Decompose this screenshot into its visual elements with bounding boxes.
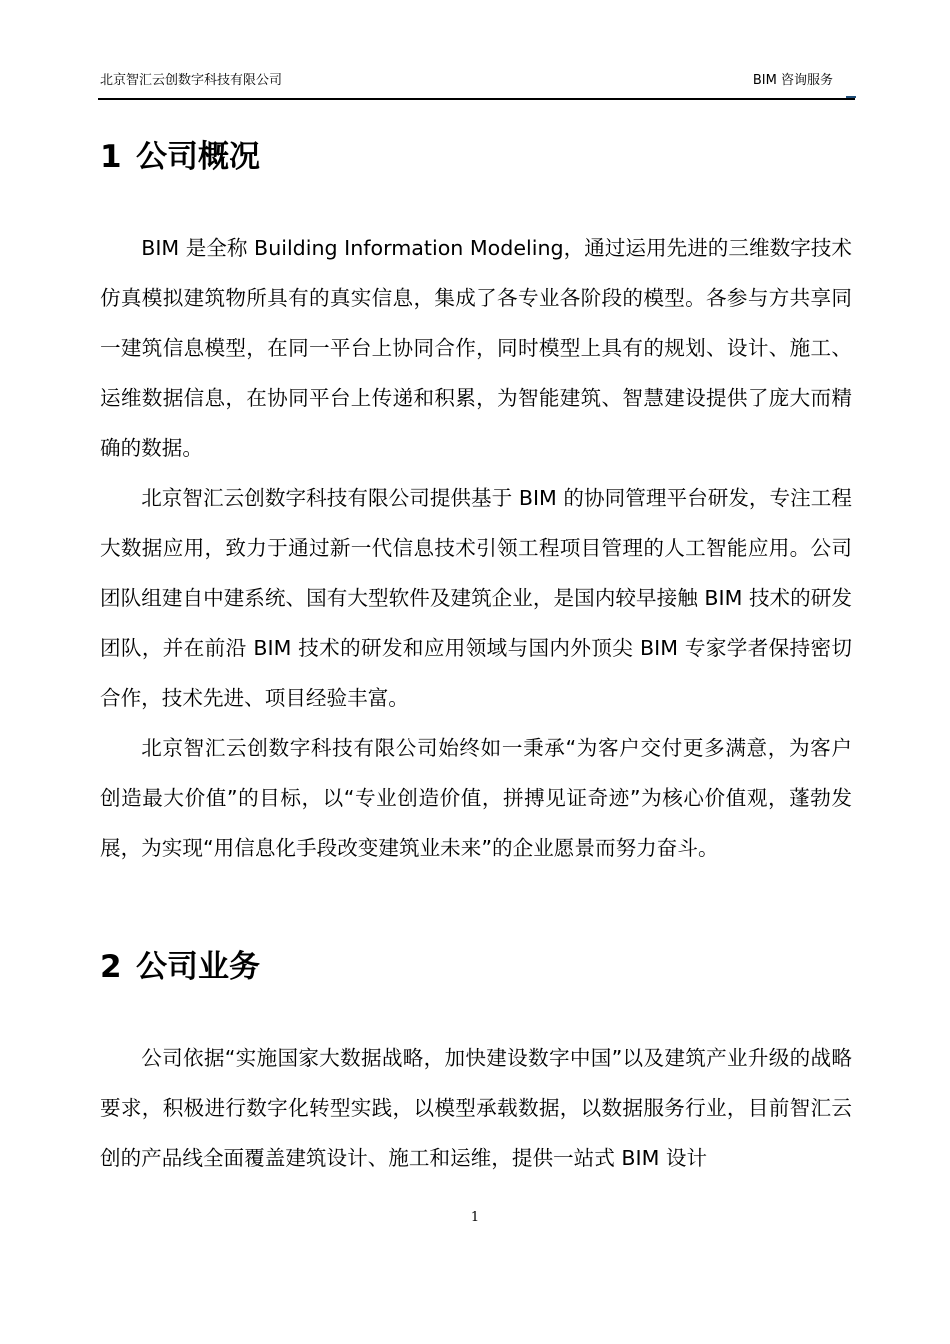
header-divider-accent xyxy=(846,96,856,98)
header-service-name: BIM 咨询服务 xyxy=(752,73,833,88)
section-body-business xyxy=(100,1033,852,1183)
section-number: 2 xyxy=(100,949,122,985)
section-body-overview xyxy=(100,223,852,873)
paragraph: 北京智汇云创数字科技有限公司提供基于 BIM 的协同管理平台研发，专注工程大数据应用，致力于通过新一代信息技术引领工程项目管理的人工智能应用。公司团队组建自中建系统、国有大型软件及建筑企业，是国内较早接触 BIM 技术的研发团队，并在前沿 BIM 技术的研发和应用领域与国内外顶尖 BIM 专家学者保持密切合作，技术先进、项目经验丰富。 xyxy=(100,486,852,710)
page-number: 1 xyxy=(470,1210,480,1225)
section-title: 公司业务 xyxy=(136,949,260,985)
section-heading-overview xyxy=(100,137,260,177)
page-header xyxy=(100,72,855,90)
section-number: 1 xyxy=(100,139,122,175)
header-company-name: 北京智汇云创数字科技有限公司 xyxy=(100,73,283,88)
section-heading-business xyxy=(100,947,260,987)
paragraph: 北京智汇云创数字科技有限公司始终如一秉承“为客户交付更多满意，为客户创造最大价值”的目标，以“专业创造价值，拼搏见证奇迹”为核心价值观，蓬勃发展，为实现“用信息化手段改变建筑业未来”的企业愿景而努力奋斗。 xyxy=(100,736,852,860)
header-divider xyxy=(98,98,855,100)
section-title: 公司概况 xyxy=(136,139,260,175)
paragraph: BIM 是全称 Building Information Modeling，通过运用先进的三维数字技术仿真模拟建筑物所具有的真实信息，集成了各专业各阶段的模型。各参与方共享同一建筑信息模型，在同一平台上协同合作，同时模型上具有的规划、设计、施工、运维数据信息，在协同平台上传递和积累，为智能建筑、智慧建设提供了庞大而精确的数据。 xyxy=(100,236,852,460)
paragraph: 公司依据“实施国家大数据战略，加快建设数字中国”以及建筑产业升级的战略要求，积极进行数字化转型实践，以模型承载数据，以数据服务行业，目前智汇云创的产品线全面覆盖建筑设计、施工和运维，提供一站式 BIM 设计 xyxy=(100,1046,852,1170)
